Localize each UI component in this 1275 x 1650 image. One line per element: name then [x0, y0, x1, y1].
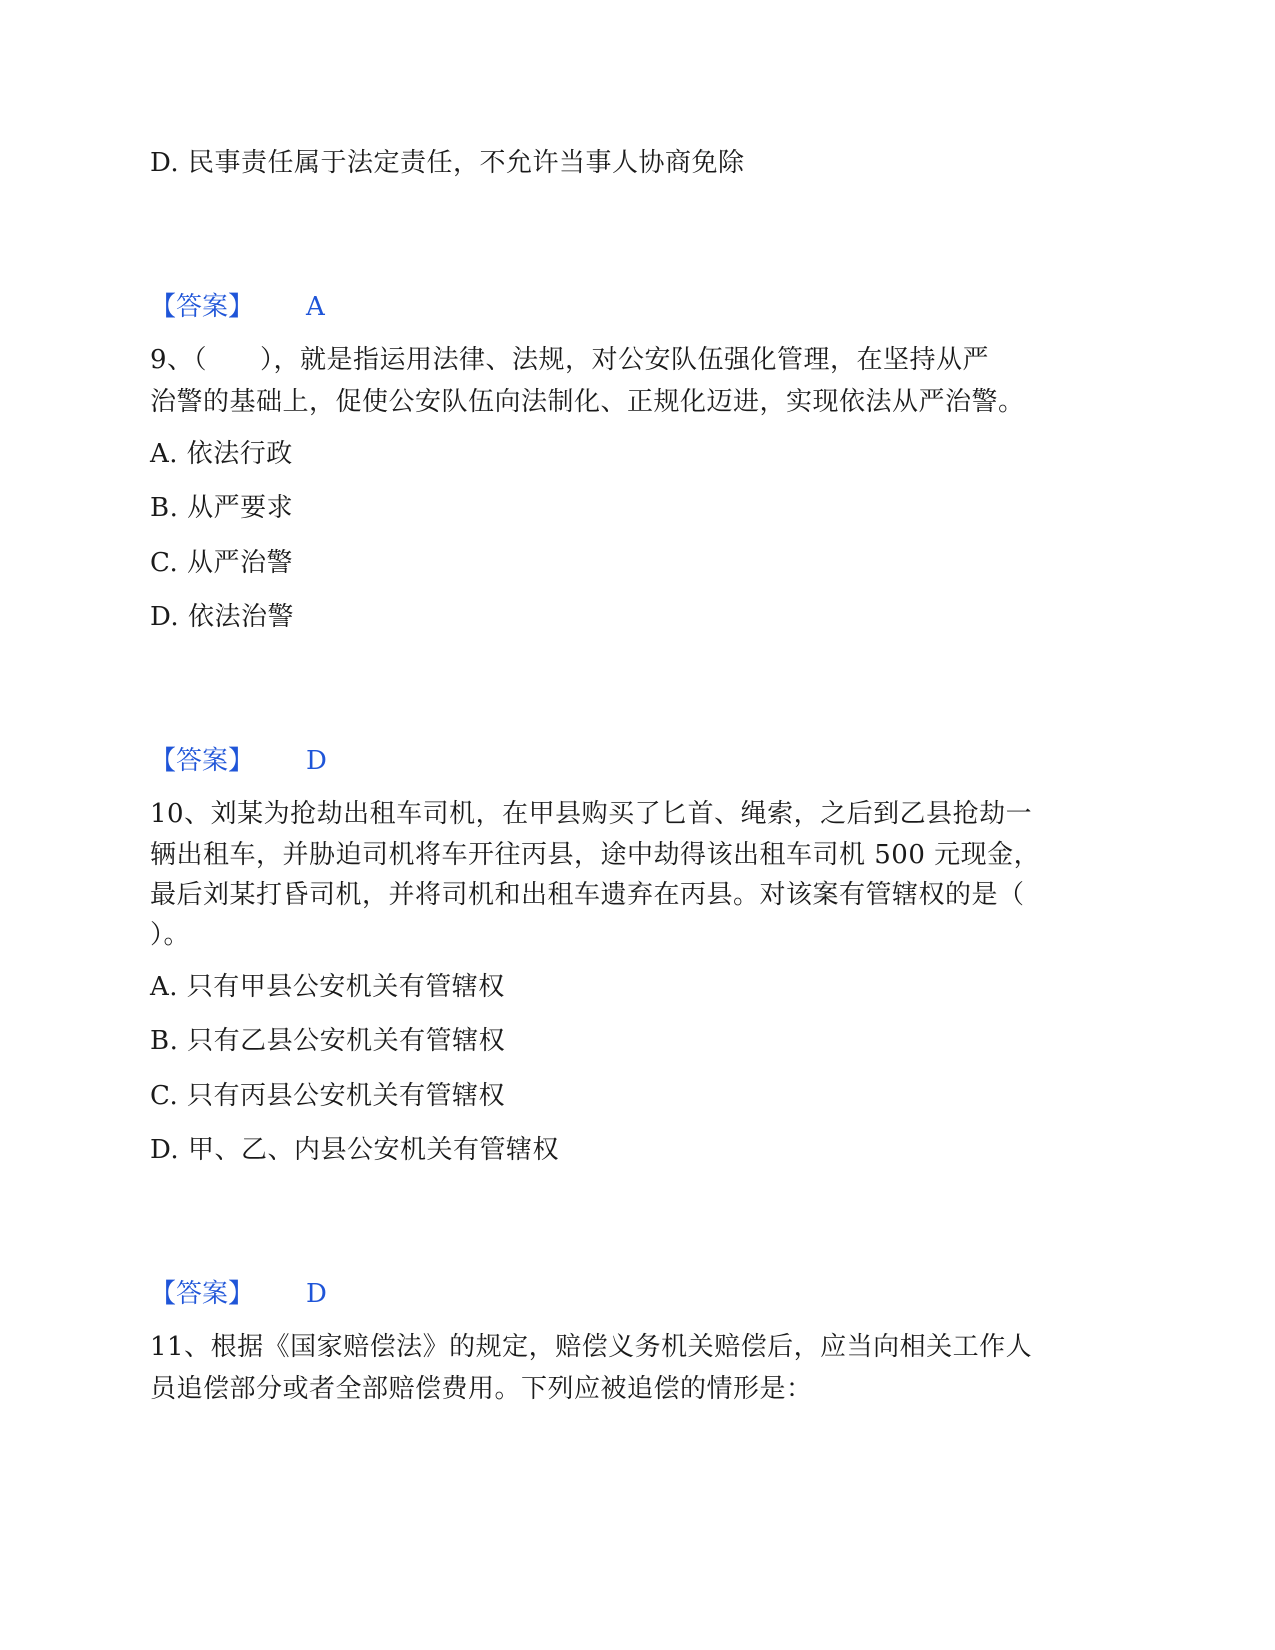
q11-stem-line-2: 员追偿部分或者全部赔偿费用。下列应被追偿的情形是： [150, 1374, 813, 1404]
q10-stem-line-1: 10、刘某为抢劫出租车司机，在甲县购买了匕首、绳索，之后到乙县抢劫一 [150, 799, 1033, 829]
answer-value: D [306, 746, 327, 776]
answer-9 [150, 744, 327, 778]
q10-stem-line-3: 最后刘某打昏司机，并将司机和出租车遗弃在丙县。对该案有管辖权的是（ [150, 880, 1025, 910]
q10-stem-line-4: ）。 [150, 920, 191, 950]
answer-label: 【答案】 [150, 292, 255, 322]
q9-stem-line-1: 9、（ ），就是指运用法律、法规，对公安队伍强化管理，在坚持从严 [150, 345, 990, 375]
q11-stem-line-1: 11、根据《国家赔偿法》的规定，赔偿义务机关赔偿后，应当向相关工作人 [150, 1332, 1033, 1362]
q9-option-b: B. 从严要求 [150, 493, 294, 523]
answer-value: A [306, 292, 325, 322]
q10-stem-line-2: 辆出租车，并胁迫司机将车开往丙县，途中劫得该出租车司机 500 元现金， [150, 840, 1041, 870]
answer-label: 【答案】 [150, 746, 255, 776]
answer-value: D [306, 1279, 327, 1309]
q9-stem-line-2: 治警的基础上，促使公安队伍向法制化、正规化迈进，实现依法从严治警。 [150, 387, 1025, 417]
q9-option-a: A. 依法行政 [150, 439, 293, 469]
q10-option-d: D. 甲、乙、内县公安机关有管辖权 [150, 1135, 559, 1165]
q10-option-b: B. 只有乙县公安机关有管辖权 [150, 1026, 506, 1056]
q9-option-d: D. 依法治警 [150, 602, 294, 632]
answer-10 [150, 1277, 327, 1311]
answer-8 [150, 290, 325, 324]
q9-option-c: C. 从严治警 [150, 548, 293, 578]
q10-option-a: A. 只有甲县公安机关有管辖权 [150, 972, 505, 1002]
q10-option-c: C. 只有丙县公安机关有管辖权 [150, 1081, 505, 1111]
q8-option-d: D. 民事责任属于法定责任，不允许当事人协商免除 [150, 148, 745, 178]
answer-label: 【答案】 [150, 1279, 255, 1309]
